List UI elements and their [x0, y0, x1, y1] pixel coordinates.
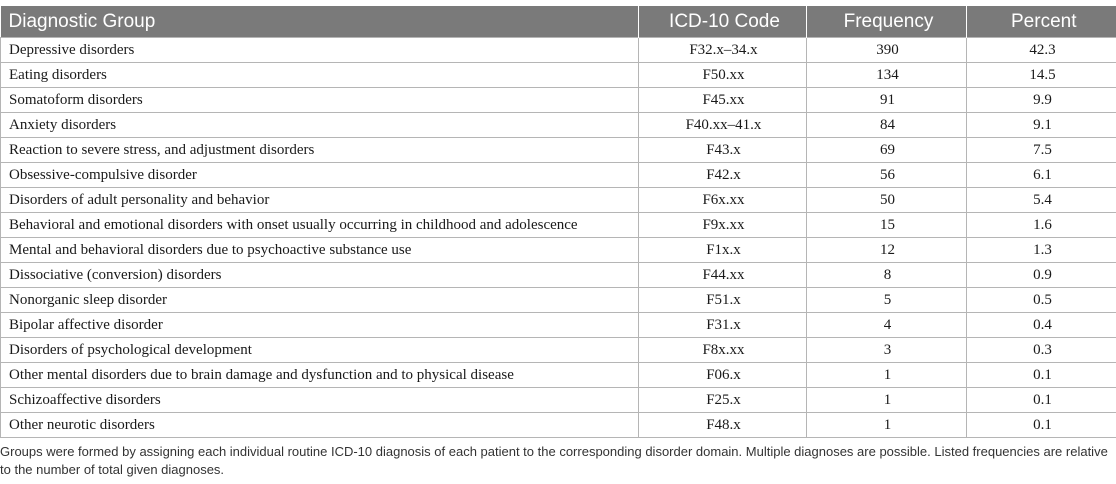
table-header	[1, 6, 1116, 38]
table-row	[1, 188, 1116, 213]
diagnostic-group-cell: Disorders of adult personality and behavior	[1, 188, 639, 213]
frequency-cell: 91	[807, 88, 967, 113]
icd10-code-cell: F51.x	[639, 288, 807, 313]
table-row	[1, 113, 1116, 138]
header-icd10-code: ICD-10 Code	[639, 6, 807, 38]
icd10-code-cell: F31.x	[639, 313, 807, 338]
table-row	[1, 88, 1116, 113]
frequency-cell: 56	[807, 163, 967, 188]
percent-cell: 0.1	[967, 363, 1116, 388]
percent-cell: 0.9	[967, 263, 1116, 288]
percent-cell: 0.4	[967, 313, 1116, 338]
icd10-code-cell: F8x.xx	[639, 338, 807, 363]
percent-cell: 42.3	[967, 38, 1116, 63]
icd10-code-cell: F9x.xx	[639, 213, 807, 238]
frequency-cell: 134	[807, 63, 967, 88]
diagnostic-group-cell: Other neurotic disorders	[1, 413, 639, 438]
table-row	[1, 313, 1116, 338]
table-row	[1, 63, 1116, 88]
icd10-code-cell: F50.xx	[639, 63, 807, 88]
table-footnote: Groups were formed by assigning each individual routine ICD-10 diagnosis of each patient to the corresponding disorder domain. Multiple diagnoses are possible. Listed frequencies are relative to the number of total given diagnoses.	[0, 444, 1108, 477]
icd10-code-cell: F06.x	[639, 363, 807, 388]
percent-cell: 9.9	[967, 88, 1116, 113]
percent-cell: 14.5	[967, 63, 1116, 88]
table-row	[1, 213, 1116, 238]
diagnostic-group-cell: Eating disorders	[1, 63, 639, 88]
diagnostic-group-cell: Bipolar affective disorder	[1, 313, 639, 338]
diagnostic-group-cell: Reaction to severe stress, and adjustment disorders	[1, 138, 639, 163]
header-frequency: Frequency	[807, 6, 967, 38]
diagnostic-group-cell: Mental and behavioral disorders due to psychoactive substance use	[1, 238, 639, 263]
icd10-code-cell: F43.x	[639, 138, 807, 163]
percent-cell: 9.1	[967, 113, 1116, 138]
table-row	[1, 38, 1116, 63]
diagnostic-group-cell: Dissociative (conversion) disorders	[1, 263, 639, 288]
diagnostic-group-cell: Anxiety disorders	[1, 113, 639, 138]
frequency-cell: 3	[807, 338, 967, 363]
percent-cell: 7.5	[967, 138, 1116, 163]
frequency-cell: 1	[807, 363, 967, 388]
diagnostic-group-cell: Behavioral and emotional disorders with onset usually occurring in childhood and adolescence	[1, 213, 639, 238]
diagnostic-group-cell: Schizoaffective disorders	[1, 388, 639, 413]
percent-cell: 5.4	[967, 188, 1116, 213]
percent-cell: 6.1	[967, 163, 1116, 188]
table-row	[1, 288, 1116, 313]
table-row	[1, 238, 1116, 263]
frequency-cell: 50	[807, 188, 967, 213]
icd10-code-cell: F48.x	[639, 413, 807, 438]
frequency-cell: 1	[807, 388, 967, 413]
frequency-cell: 5	[807, 288, 967, 313]
icd10-code-cell: F42.x	[639, 163, 807, 188]
diagnostic-group-cell: Obsessive-compulsive disorder	[1, 163, 639, 188]
percent-cell: 0.1	[967, 413, 1116, 438]
diagnoses-table	[0, 6, 1116, 438]
table-row	[1, 388, 1116, 413]
frequency-cell: 12	[807, 238, 967, 263]
diagnostic-group-cell: Other mental disorders due to brain damage and dysfunction and to physical disease	[1, 363, 639, 388]
diagnostic-group-cell: Nonorganic sleep disorder	[1, 288, 639, 313]
percent-cell: 0.5	[967, 288, 1116, 313]
diagnostic-group-cell: Disorders of psychological development	[1, 338, 639, 363]
icd10-code-cell: F25.x	[639, 388, 807, 413]
header-row	[1, 6, 1116, 38]
icd10-code-cell: F45.xx	[639, 88, 807, 113]
header-diagnostic-group: Diagnostic Group	[1, 6, 639, 38]
diagnostic-group-cell: Somatoform disorders	[1, 88, 639, 113]
diagnoses-table-container	[0, 6, 1116, 438]
frequency-cell: 8	[807, 263, 967, 288]
frequency-cell: 1	[807, 413, 967, 438]
diagnostic-group-cell: Depressive disorders	[1, 38, 639, 63]
icd10-code-cell: F32.x–34.x	[639, 38, 807, 63]
percent-cell: 1.3	[967, 238, 1116, 263]
percent-cell: 0.1	[967, 388, 1116, 413]
icd10-code-cell: F1x.x	[639, 238, 807, 263]
table-body	[1, 38, 1116, 438]
table-row	[1, 163, 1116, 188]
frequency-cell: 69	[807, 138, 967, 163]
percent-cell: 1.6	[967, 213, 1116, 238]
frequency-cell: 84	[807, 113, 967, 138]
frequency-cell: 4	[807, 313, 967, 338]
table-row	[1, 263, 1116, 288]
header-percent: Percent	[967, 6, 1116, 38]
table-row	[1, 338, 1116, 363]
icd10-code-cell: F44.xx	[639, 263, 807, 288]
table-row	[1, 138, 1116, 163]
icd10-code-cell: F40.xx–41.x	[639, 113, 807, 138]
percent-cell: 0.3	[967, 338, 1116, 363]
table-row	[1, 363, 1116, 388]
frequency-cell: 390	[807, 38, 967, 63]
frequency-cell: 15	[807, 213, 967, 238]
table-row	[1, 413, 1116, 438]
icd10-code-cell: F6x.xx	[639, 188, 807, 213]
